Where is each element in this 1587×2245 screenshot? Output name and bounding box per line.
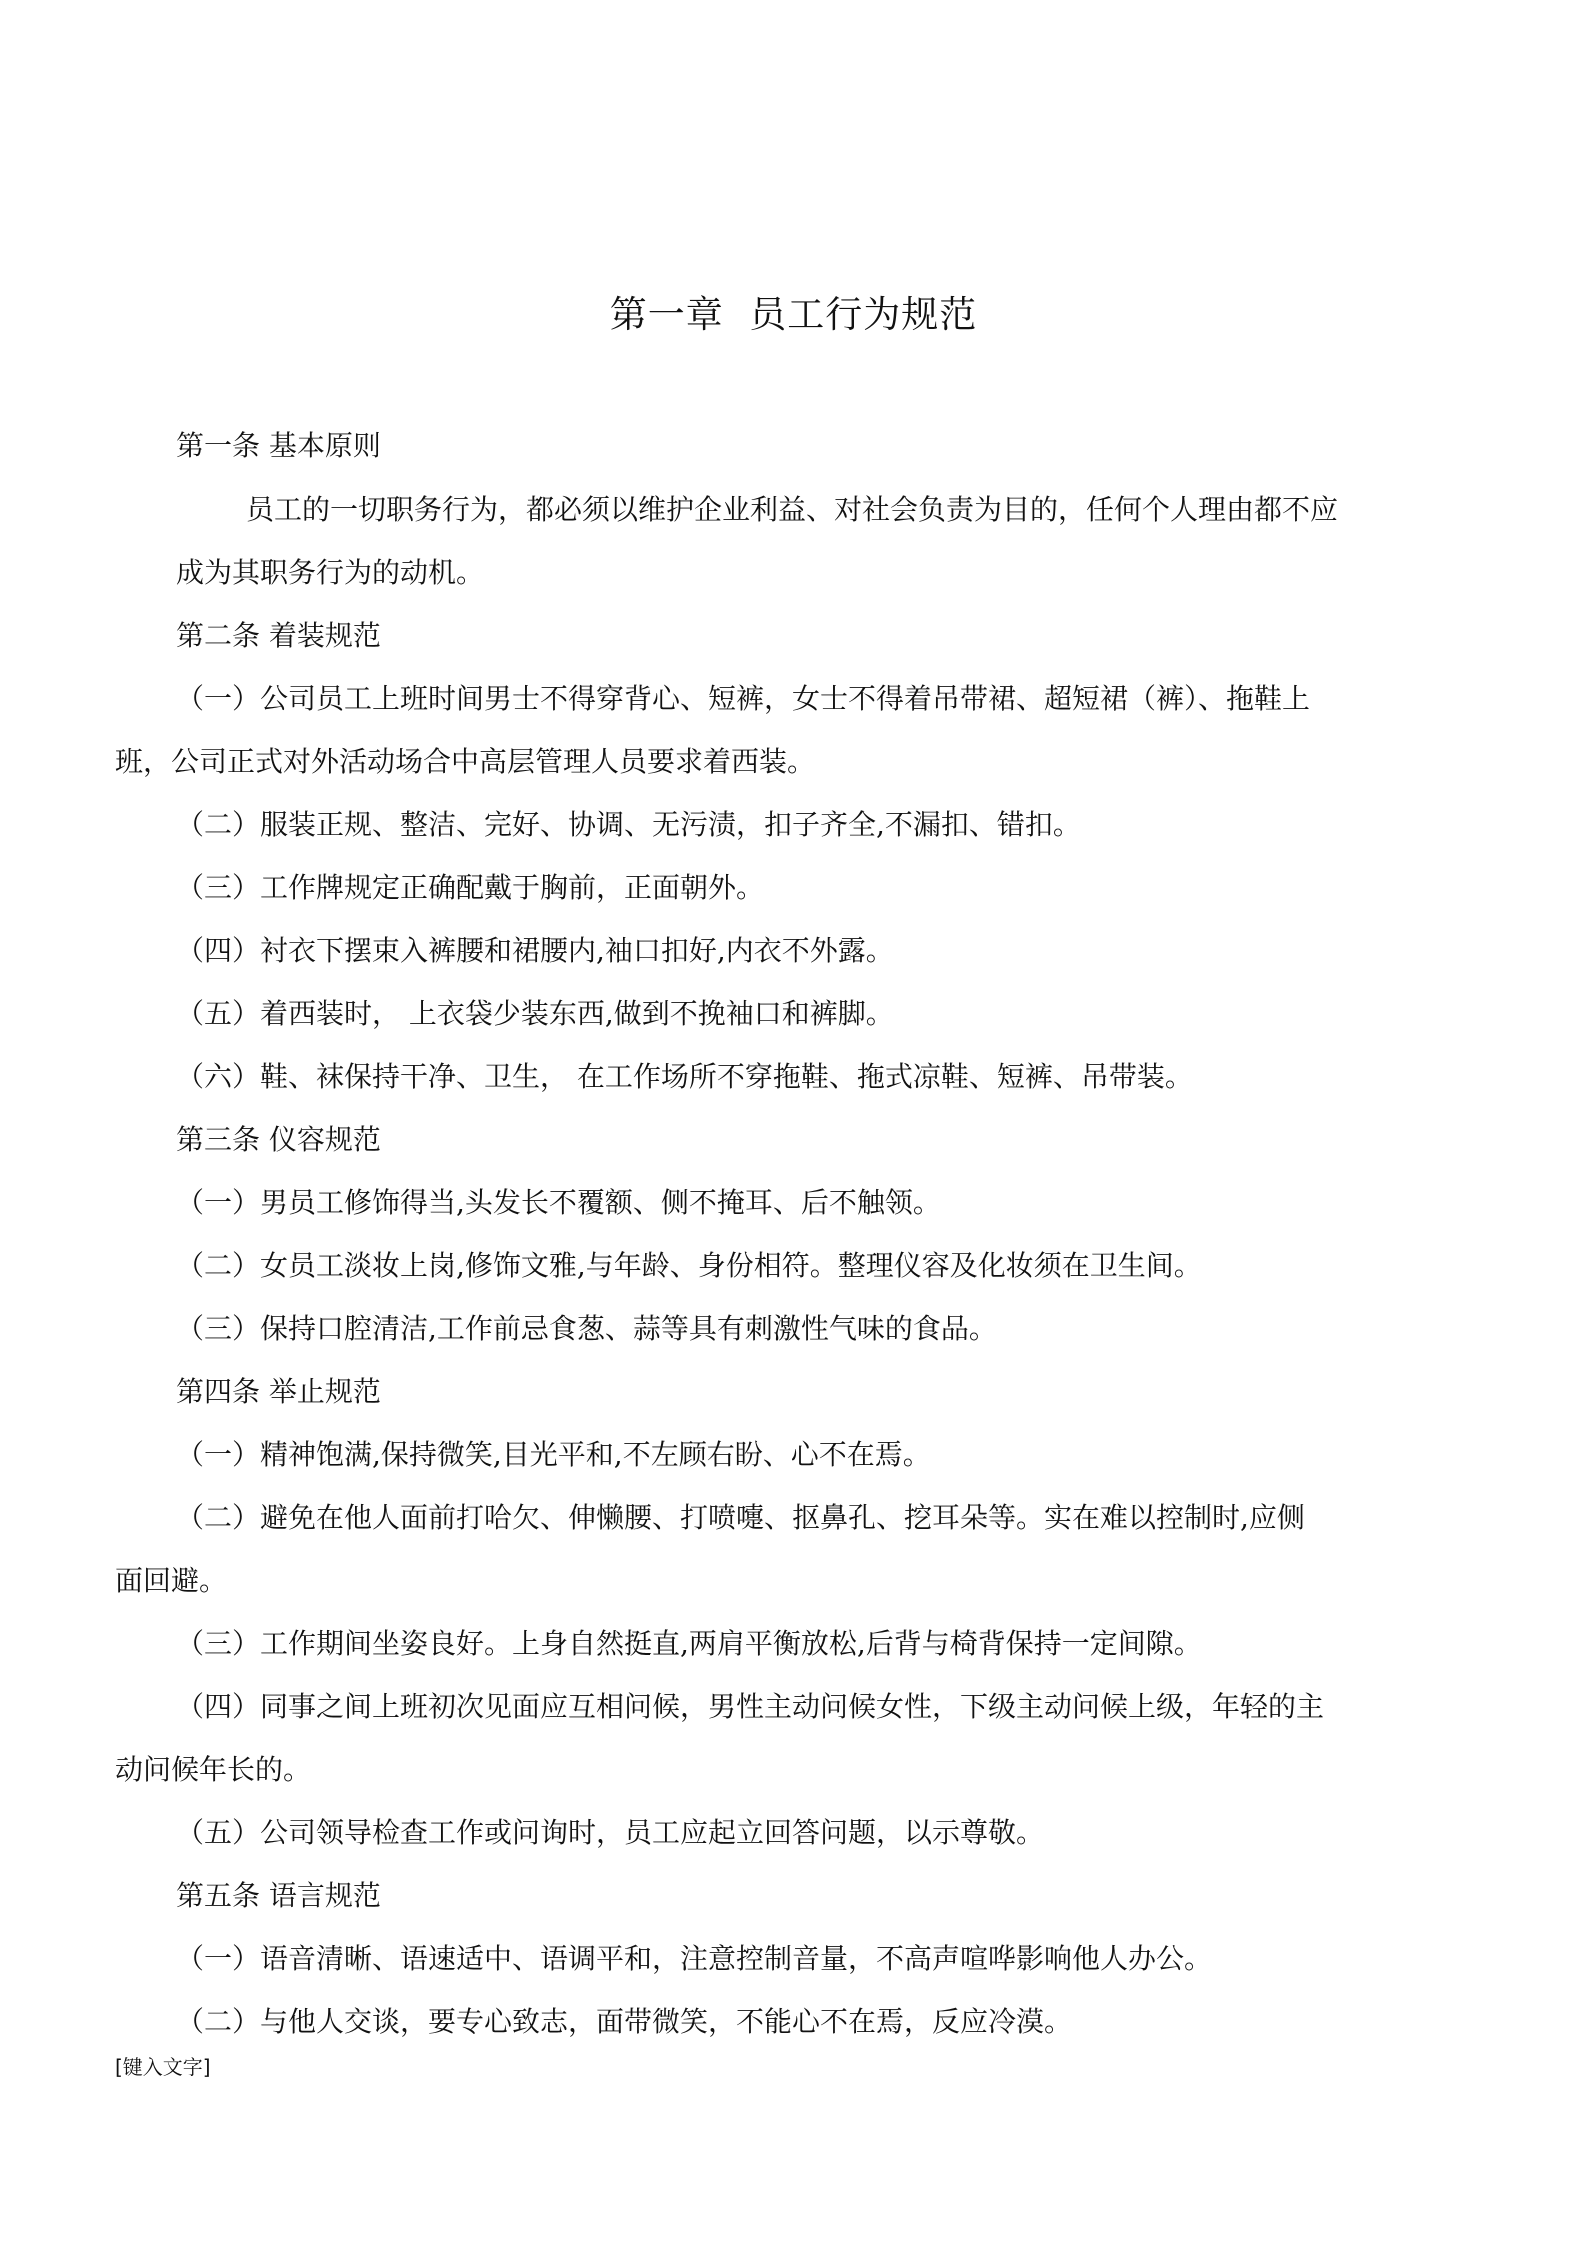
paragraph-line: （一）语音清晰、语速适中、语调平和，注意控制音量，不高声喧哗影响他人办公。 [176,1942,1213,1975]
paragraph-line: （一）公司员工上班时间男士不得穿背心、短裤，女士不得着吊带裙、超短裙（裤）、拖鞋上 [176,682,1311,715]
paragraph-line: （五）公司领导检查工作或问询时，员工应起立回答问题，以示尊敬。 [176,1816,1045,1849]
paragraph-line: （三）保持口腔清洁,工作前忌食葱、蒜等具有刺激性气味的食品。 [176,1312,997,1345]
article-heading: 第四条 举止规范 [176,1375,381,1408]
paragraph-line: （四）衬衣下摆束入裤腰和裙腰内,袖口扣好,内衣不外露。 [176,934,894,967]
article-heading: 第五条 语言规范 [176,1879,381,1912]
paragraph-line: （三）工作牌规定正确配戴于胸前，正面朝外。 [176,871,765,904]
paragraph-line: 动问候年长的。 [115,1753,312,1786]
article-heading: 第三条 仪容规范 [176,1123,381,1156]
paragraph-line: （二）女员工淡妆上岗,修饰文雅,与年龄、身份相符。整理仪容及化妆须在卫生间。 [176,1249,1202,1282]
footer-placeholder-text[interactable]: [键入文字] [115,2055,211,2079]
paragraph-line: （三）工作期间坐姿良好。上身自然挺直,两肩平衡放松,后背与椅背保持一定间隙。 [176,1627,1202,1660]
chapter-title: 第一章 员工行为规范 [609,293,978,336]
paragraph-line: （一）精神饱满,保持微笑,目光平和,不左顾右盼、心不在焉。 [176,1438,931,1471]
paragraph-line: （四）同事之间上班初次见面应互相问候，男性主动问候女性，下级主动问候上级，年轻的主 [176,1690,1325,1723]
paragraph-line: （二）服装正规、整洁、完好、协调、无污渍，扣子齐全,不漏扣、错扣。 [176,808,1081,841]
paragraph-line: 面回避。 [115,1564,228,1597]
paragraph-line: （一）男员工修饰得当,头发长不覆额、侧不掩耳、后不触领。 [176,1186,941,1219]
paragraph-line: （五）着西装时， 上衣袋少装东西,做到不挽袖口和裤脚。 [176,997,894,1030]
paragraph-line: 员工的一切职务行为，都必须以维护企业利益、对社会负责为目的，任何个人理由都不应 [246,493,1339,526]
paragraph-line: （六）鞋、袜保持干净、卫生， 在工作场所不穿拖鞋、拖式凉鞋、短裤、吊带装。 [176,1060,1193,1093]
paragraph-line: 班，公司正式对外活动场合中高层管理人员要求着西装。 [115,745,816,778]
paragraph-line: 成为其职务行为的动机。 [176,556,485,589]
paragraph-line: （二）与他人交谈，要专心致志，面带微笑，不能心不在焉，反应冷漠。 [176,2005,1073,2038]
article-heading: 第一条 基本原则 [176,429,381,462]
article-heading: 第二条 着装规范 [176,619,381,652]
paragraph-line: （二）避免在他人面前打哈欠、伸懒腰、打喷嚏、抠鼻孔、挖耳朵等。实在难以控制时,应侧 [176,1501,1305,1534]
